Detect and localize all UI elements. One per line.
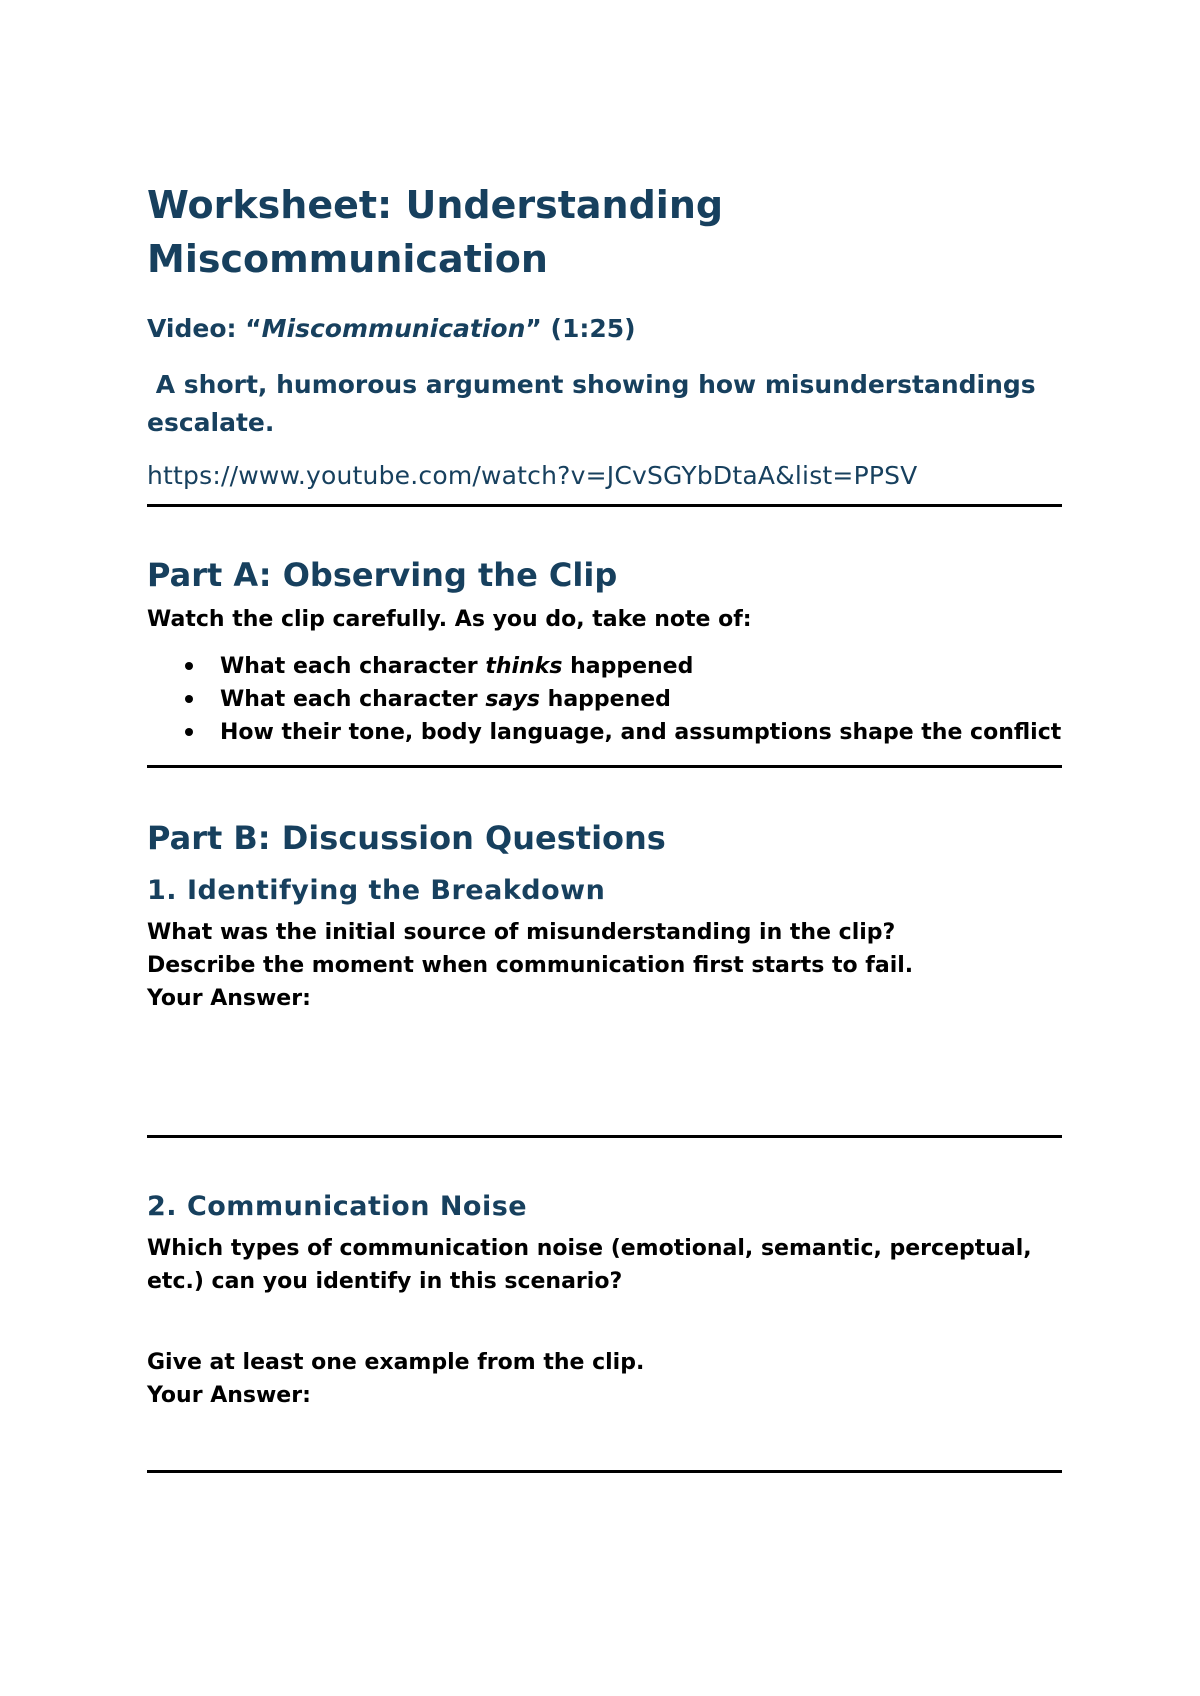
list-item: What each character thinks happened bbox=[220, 650, 1062, 683]
list-item: How their tone, body language, and assumptions shape the conflict bbox=[220, 716, 1062, 749]
video-suffix: ” (1:25) bbox=[525, 314, 636, 343]
question-2-answer-area[interactable] bbox=[147, 1412, 1062, 1470]
question-2-heading: 2. Communication Noise bbox=[147, 1191, 528, 1222]
question-1-line-2: Describe the moment when communication first starts to fail. bbox=[147, 953, 914, 978]
question-2-answer-label: Your Answer: bbox=[147, 1383, 311, 1408]
part-b-heading: Part B: Discussion Questions bbox=[147, 819, 666, 857]
divider-4 bbox=[147, 1470, 1062, 1473]
divider-3 bbox=[147, 1135, 1062, 1138]
part-a-instruction: Watch the clip carefully. As you do, take note of: bbox=[147, 607, 752, 632]
video-title-line bbox=[147, 312, 1062, 346]
video-description: A short, humorous argument showing how misunderstandings escalate. bbox=[147, 370, 1045, 437]
question-2-line-1: Which types of communication noise (emotional, semantic, perceptual, etc.) can you identify in this scenario? bbox=[147, 1236, 1032, 1294]
question-1-answer-area[interactable] bbox=[147, 1015, 1062, 1135]
divider-1 bbox=[147, 504, 1062, 507]
question-1-heading: 1. Identifying the Breakdown bbox=[147, 875, 606, 906]
page-title: Worksheet: Understanding Miscommunication bbox=[147, 183, 724, 281]
divider-2 bbox=[147, 765, 1062, 768]
document-body bbox=[147, 178, 1062, 1473]
question-1-answer-label: Your Answer: bbox=[147, 986, 311, 1011]
question-2-line-2: Give at least one example from the clip. bbox=[147, 1350, 645, 1375]
video-url[interactable]: https://www.youtube.com/watch?v=JCvSGYbDtaA&list=PPSV bbox=[147, 461, 918, 490]
part-a-bullet-list bbox=[147, 650, 1062, 749]
bullet-icon bbox=[185, 728, 193, 736]
video-title: Miscommunication bbox=[261, 314, 526, 343]
bullet-icon bbox=[185, 662, 193, 670]
bullet-icon bbox=[185, 695, 193, 703]
video-prefix: Video: “ bbox=[147, 314, 262, 343]
question-1-line-1: What was the initial source of misunderstanding in the clip? bbox=[147, 920, 896, 945]
list-item: What each character says happened bbox=[220, 683, 1062, 716]
part-a-heading: Part A: Observing the Clip bbox=[147, 556, 618, 594]
